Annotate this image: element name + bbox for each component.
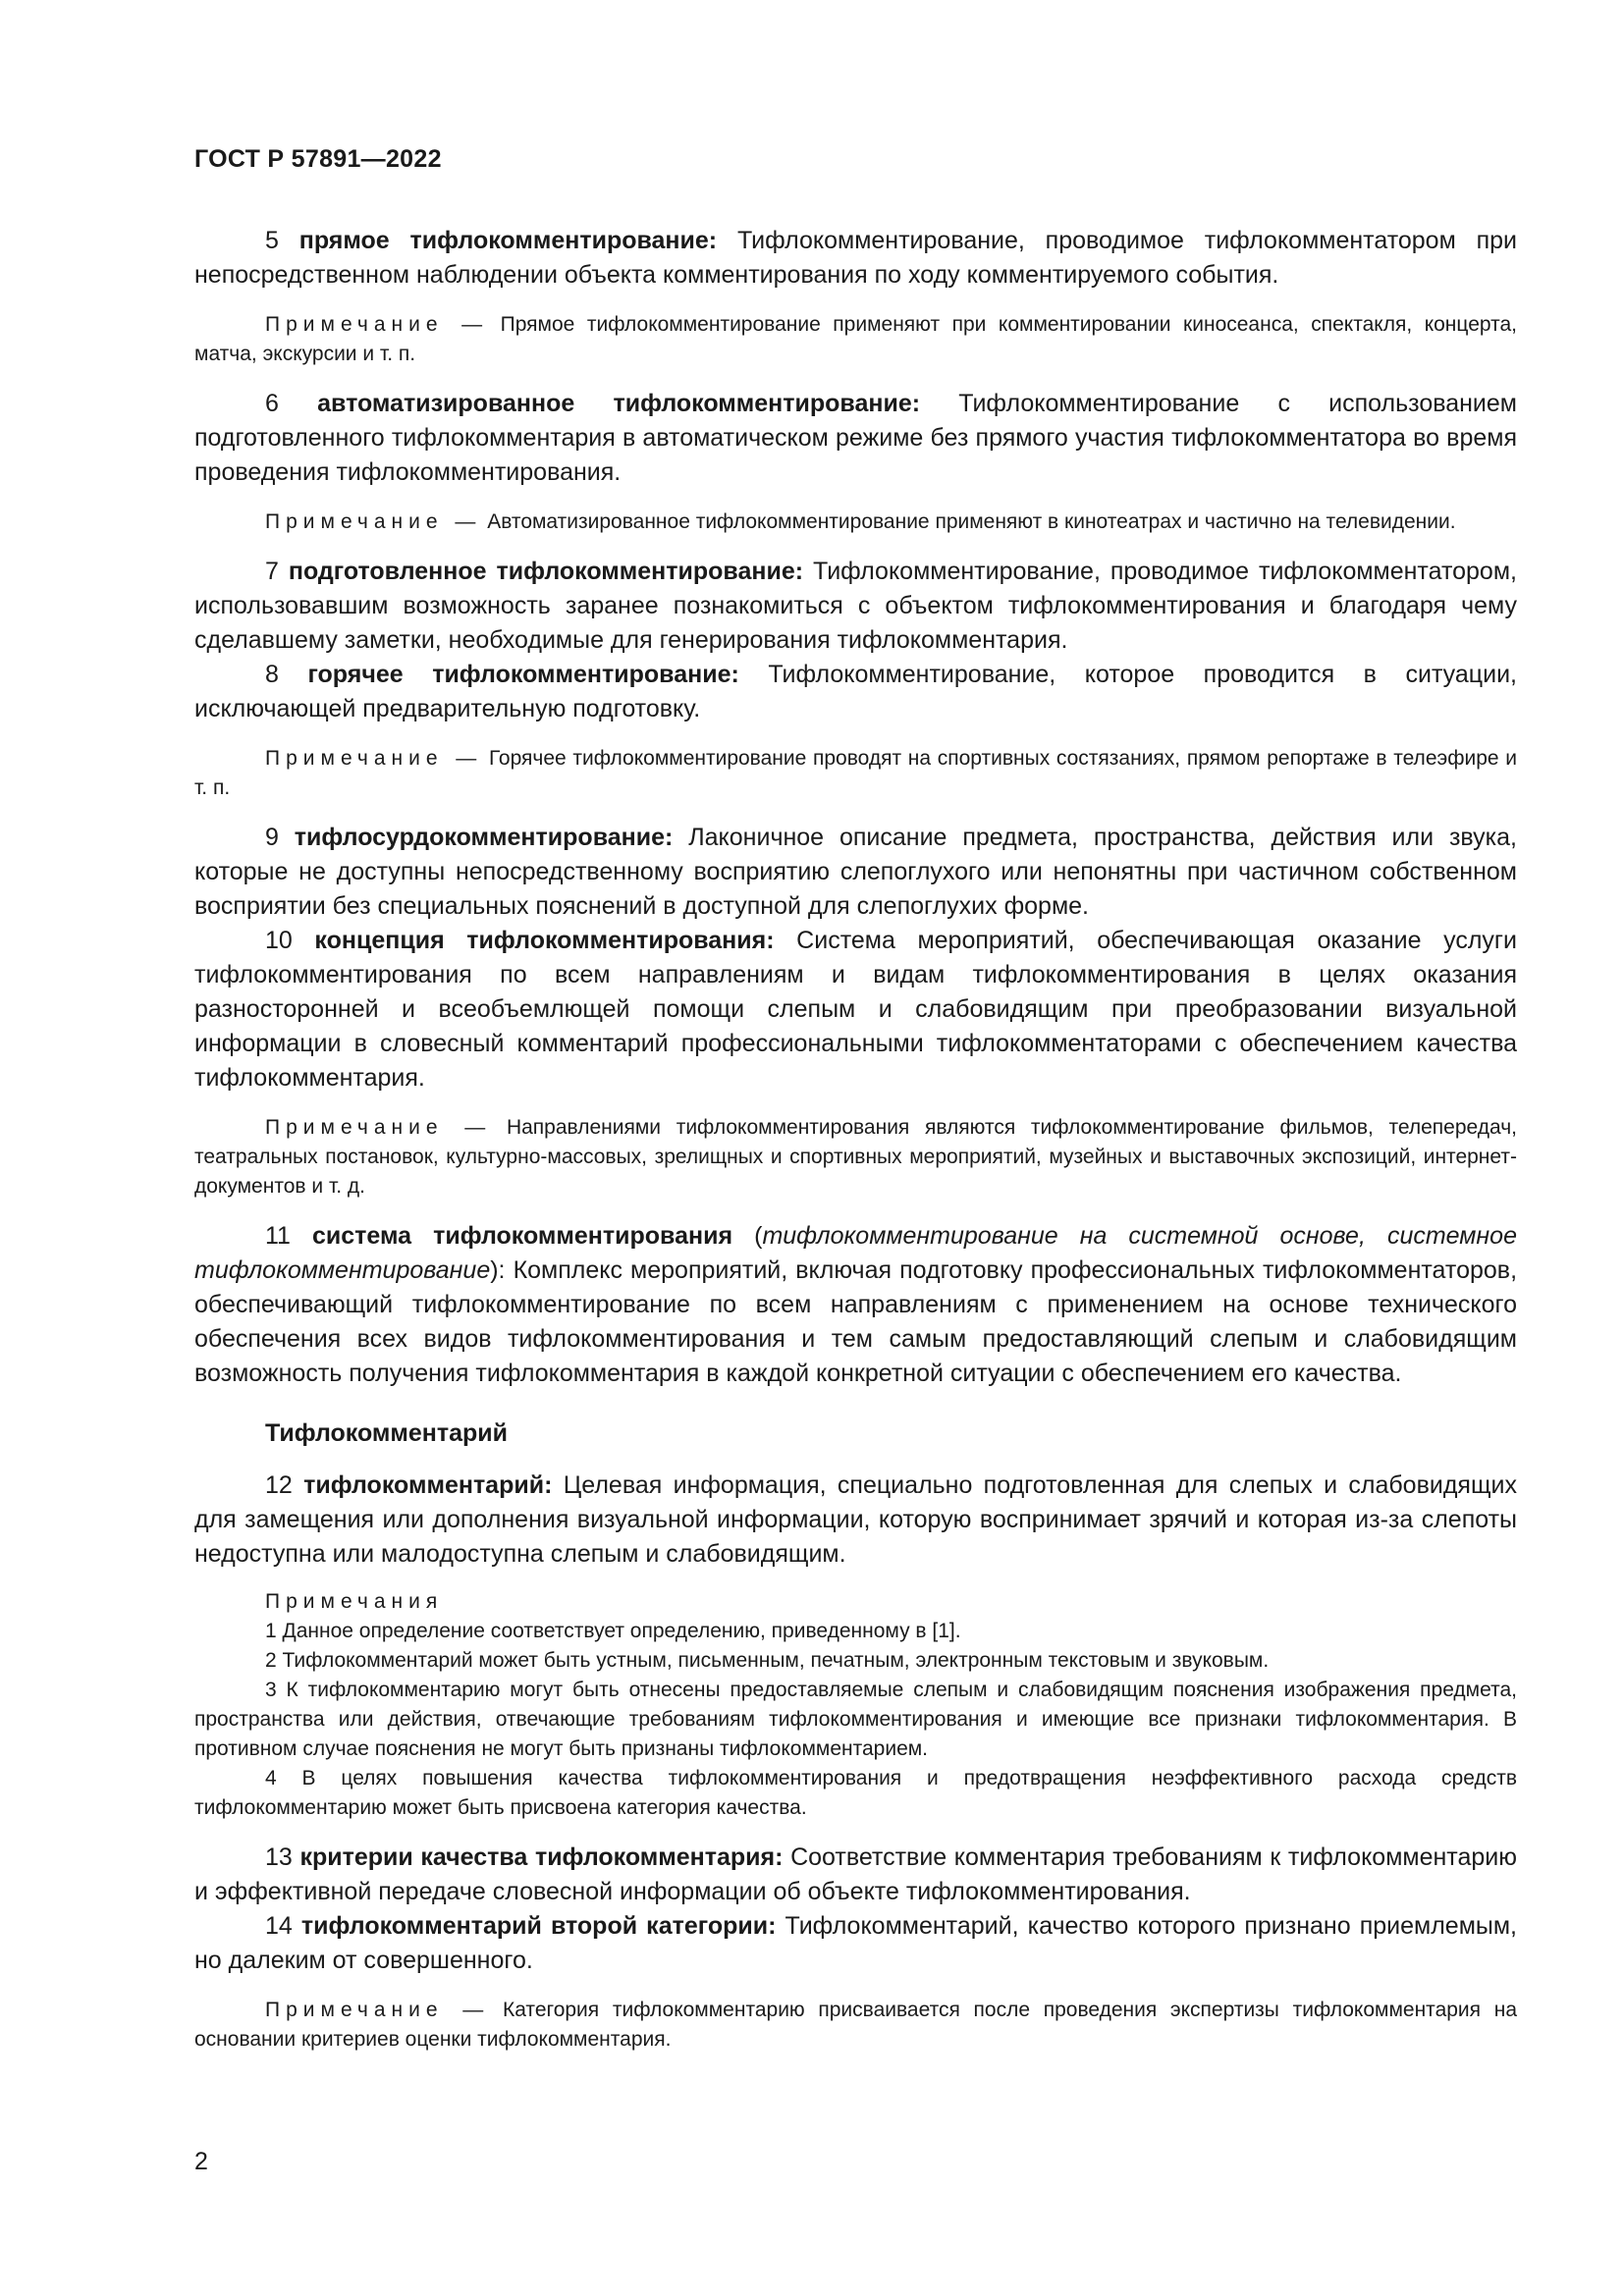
term-note <box>194 1996 1517 2055</box>
term-number: 13 <box>265 1843 293 1871</box>
note-label: Примечание — <box>265 1116 492 1139</box>
term-number: 8 <box>265 661 279 688</box>
page-number: 2 <box>194 2148 208 2175</box>
term-entry: 11 система тифлокомментирования (тифлокомментирование на системной основе, системное тифлокомментирование): Комплекс мероприятий, включая подготовку профессиональных тифлокомментаторов, обеспечивающий тифлокомментирование по всем направлениям с применением на основе технического обеспечения всех видов тифлокомментирования и тем самым предоставляющий слепым и слабовидящим возможность получения тифлокомментария в каждой конкретной ситуации с обеспечением его качества. <box>194 1222 1518 1387</box>
note-label: Примечание — <box>265 747 483 770</box>
term-number: 9 <box>265 824 279 851</box>
term-number: 12 <box>265 1471 293 1499</box>
term-entry <box>194 555 1517 658</box>
term-entry <box>194 658 1517 726</box>
term-number: 10 <box>265 927 293 954</box>
term-number: 5 <box>265 227 279 254</box>
note-text: Категория тифлокомментарию присваивается после проведения экспертизы тифлокомментария на основании критериев оценки тифлокомментария. <box>194 1999 1518 2051</box>
term-name: прямое тифлокомментирование: <box>298 227 718 254</box>
term-entry <box>194 821 1517 924</box>
note-label: Примечание — <box>265 1999 490 2021</box>
term-number: 6 <box>265 390 279 417</box>
term-definition: Система мероприятий, обеспечивающая оказание услуги тифлокомментирования по всем направлениям и видам тифлокомментирования в целях оказания разносторонней и всеобъемлющей помощи слепым и слабовидящим при преобразовании визуальной информации в словесный комментарий профессиональными тифлокомментаторами с обеспечением качества тифлокомментария. <box>194 927 1517 1092</box>
term-name: тифлокомментарий второй категории: <box>300 1912 777 1940</box>
note-text: Направлениями тифлокомментирования являются тифлокомментирование фильмов, телепередач, театральных постановок, культурно-массовых, зрелищных и спортивных мероприятий, музейных и выставочных экспозиций, интернет-документов и т. д. <box>194 1116 1517 1198</box>
term-definition: Комплекс мероприятий, включая подготовку профессиональных тифлокомментаторов, обеспечивающий тифлокомментирование по всем направлениям с применением на основе технического обеспечения всех видов тифлокомментирования и тем самым предоставляющий слепым и слабовидящим возможность получения тифлокомментария в каждой конкретной ситуации с обеспечением его качества. <box>194 1256 1518 1387</box>
term-note <box>194 507 1517 537</box>
term-definition: Тифлокомментирование, проводимое тифлокомментатором при непосредственном наблюдении объекта комментирования по ходу комментируемого события. <box>194 227 1517 289</box>
term-name: подготовленное тифлокомментирование: <box>288 558 804 585</box>
term-note <box>194 1113 1517 1201</box>
term-entry <box>194 924 1517 1095</box>
standard-designation: ГОСТ Р 57891—2022 <box>194 145 442 173</box>
note-text: Горячее тифлокомментирование проводят на спортивных состязаниях, прямом репортаже в телеэфире и т. п. <box>194 747 1517 799</box>
term-definition: Целевая информация, специально подготовленная для слепых и слабовидящих для замещения или дополнения визуальной информации, которую воспринимает зрячий и которая из-за слепоты недоступна или малодоступна слепым и слабовидящим. <box>194 1471 1517 1568</box>
note-label: Примечание — <box>265 510 482 533</box>
page-body <box>194 224 1517 2072</box>
term-synonyms: тифлокомментирование на системной основе, системное тифлокомментирование <box>194 1222 1517 1284</box>
notes-block <box>194 1587 1517 1823</box>
term-name: концепция тифлокомментирования: <box>314 927 775 954</box>
note-item: 2 Тифлокомментарий может быть устным, письменным, печатным, электронным текстовым и звуковым. <box>265 1649 1270 1672</box>
term-note <box>194 310 1517 369</box>
term-number: 14 <box>265 1912 293 1940</box>
section-heading: Тифлокомментарий <box>265 1419 509 1447</box>
note-item: 1 Данное определение соответствует определению, приведенному в [1]. <box>265 1620 961 1642</box>
term-entry <box>194 1909 1517 1978</box>
term-definition: Тифлокомментарий, качество которого признано приемлемым, но далеким от совершенного. <box>194 1912 1517 1974</box>
term-definition: Соответствие комментария требованиям к тифлокомментарию и эффективной передаче словесной информации об объекте тифлокомментирования. <box>194 1843 1517 1905</box>
term-entry <box>194 1841 1517 1909</box>
term-name: автоматизированное тифлокомментирование: <box>317 390 921 417</box>
term-entry <box>194 1468 1517 1572</box>
term-definition: Лаконичное описание предмета, пространства, действия или звука, которые не доступны непосредственному восприятию слепоглухого или непонятны при частичном собственном восприятии без специальных пояснений в доступной для слепоглухих форме. <box>194 824 1517 920</box>
term-definition: Тифлокомментирование, которое проводится в ситуации, исключающей предварительную подготовку. <box>194 661 1517 722</box>
term-name: система тифлокомментирования <box>312 1222 733 1250</box>
term-definition: Тифлокомментирование с использованием подготовленного тифлокомментария в автоматическом режиме без прямого участия тифлокомментатора во время проведения тифлокомментирования. <box>194 390 1517 486</box>
note-text: Автоматизированное тифлокомментирование применяют в кинотеатрах и частично на телевидении. <box>487 510 1456 533</box>
note-item: 4 В целях повышения качества тифлокомментирования и предотвращения неэффективного расхода средств тифлокомментарию может быть присвоена категория качества. <box>194 1767 1517 1819</box>
term-note <box>194 744 1517 803</box>
term-name: горячее тифлокомментирование: <box>307 661 739 688</box>
note-label: Примечание — <box>265 313 489 336</box>
term-definition: Тифлокомментирование, проводимое тифлокомментатором, использовавшим возможность заранее познакомиться с объектом тифлокомментирования и благодаря чему сделавшему заметки, необходимые для генерирования тифлокомментария. <box>194 558 1517 654</box>
term-name: тифлокомментарий: <box>303 1471 553 1499</box>
term-entry <box>194 224 1517 293</box>
term-name: критерии качества тифлокомментария: <box>299 1843 784 1871</box>
note-text: Прямое тифлокомментирование применяют при комментировании киносеанса, спектакля, концерта, матча, экскурсии и т. п. <box>194 313 1517 365</box>
term-number: 7 <box>265 558 279 585</box>
term-name: тифлосурдокомментирование: <box>294 824 674 851</box>
term-number: 11 <box>265 1222 291 1250</box>
notes-heading: Примечания <box>265 1590 444 1613</box>
term-entry <box>194 387 1517 490</box>
note-item: 3 К тифлокомментарию могут быть отнесены предоставляемые слепым и слабовидящим пояснения изображения предмета, пространства или действия, отвечающие требованиям тифлокомментирования и имеющие все признаки тифлокомментария. В противном случае пояснения не могут быть признаны тифлокомментарием. <box>194 1679 1517 1760</box>
